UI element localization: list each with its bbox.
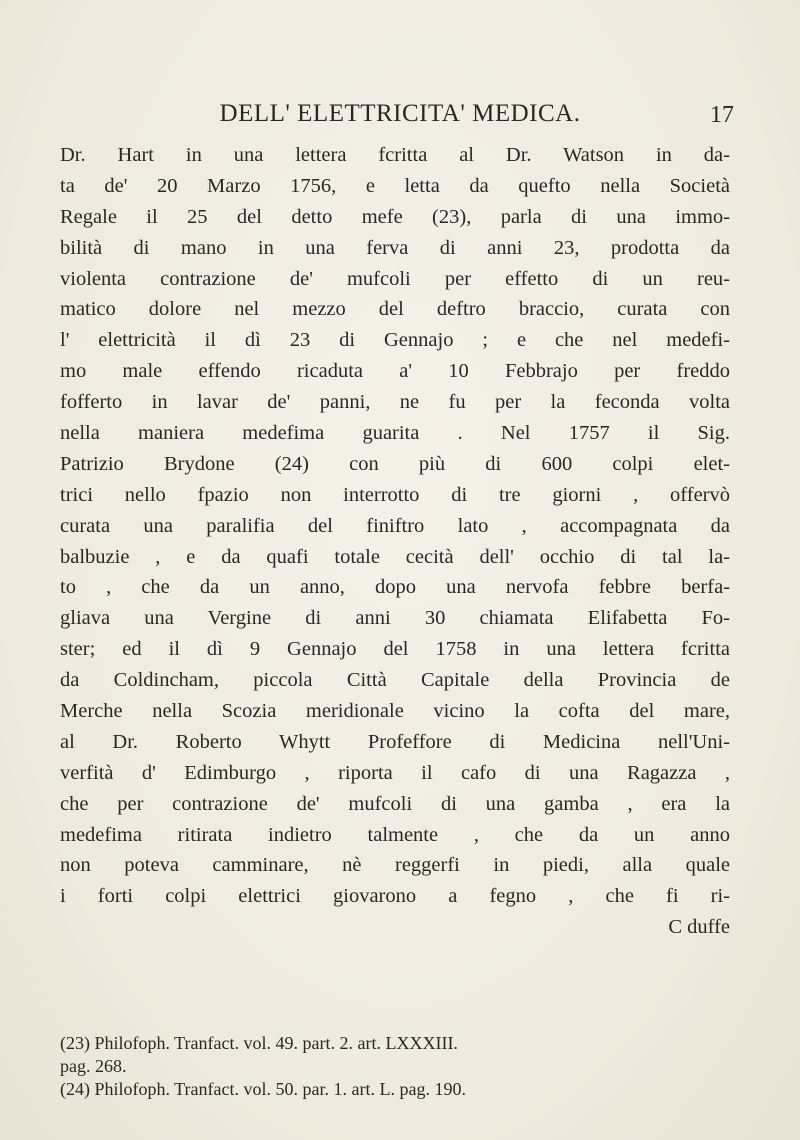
text-line: al Dr. Roberto Whytt Profeffore di Medicina nell'Uni- (60, 730, 730, 753)
text-line: mo male effendo ricaduta a' 10 Febbrajo per freddo (60, 360, 730, 383)
text-line: Regale il 25 del detto mefe (23), parla di una immo- (60, 205, 730, 228)
footnotes (60, 1032, 730, 1101)
text-line: matico dolore nel mezzo del deftro braccio, curata con (60, 298, 730, 321)
text-line: l' elettricità il dì 23 di Gennajo ; e che nel medefi- (60, 329, 730, 352)
text-line: Merche nella Scozia meridionale vicino la cofta del mare, (60, 700, 730, 723)
text-line: Patrizio Brydone (24) con più di 600 colpi elet- (60, 452, 730, 475)
text-line: verfità d' Edimburgo , riporta il cafo di una Ragazza , (60, 761, 730, 784)
text-line: gliava una Vergine di anni 30 chiamata Elifabetta Fo- (60, 607, 730, 630)
text-line: i forti colpi elettrici giovarono a fegno , che fi ri- (60, 885, 730, 908)
text-line: fofferto in lavar de' panni, ne fu per la feconda volta (60, 391, 730, 414)
running-head: DELL' ELETTRICITA' MEDICA. (219, 100, 581, 127)
text-line: non poteva camminare, nè reggerfi in piedi, alla quale (60, 854, 730, 877)
text-line: medefima ritirata indietro talmente , che da un anno (60, 823, 730, 846)
text-line: balbuzie , e da quafi totale cecità dell' occhio di tal la- (60, 545, 730, 568)
text-line: ta de' 20 Marzo 1756, e letta da quefto nella Società (60, 174, 730, 197)
page-header (60, 100, 740, 134)
text-line: che per contrazione de' mufcoli di una gamba , era la (60, 792, 730, 815)
text-line: violenta contrazione de' mufcoli per effetto di un reu- (60, 267, 730, 290)
catchword-line: C duffe (668, 916, 730, 939)
text-line: Dr. Hart in una lettera fcritta al Dr. Watson in da- (60, 144, 730, 166)
text-line: to , che da un anno, dopo una nervofa febbre berfa- (60, 576, 730, 599)
text-line: ster; ed il dì 9 Gennajo del 1758 in una lettera fcritta (60, 638, 730, 661)
body-text (60, 140, 730, 943)
text-line: bilità di mano in una ferva di anni 23, prodotta da (60, 236, 730, 259)
text-line: da Coldincham, piccola Città Capitale della Provincia de (60, 669, 730, 692)
text-line: nella maniera medefima guarita . Nel 1757 il Sig. (60, 422, 730, 445)
text-line: trici nello fpazio non interrotto di tre giorni , offervò (60, 483, 730, 506)
footnote-line: pag. 268. (60, 1056, 127, 1076)
page-number: 17 (710, 102, 734, 128)
text-line: curata una paralifia del finiftro lato , accompagnata da (60, 514, 730, 537)
footnote-line: (23) Philofoph. Tranfact. vol. 49. part. 2. art. LXXXIII. (60, 1033, 458, 1053)
footnote-line: (24) Philofoph. Tranfact. vol. 50. par. 1. art. L. pag. 190. (60, 1079, 466, 1099)
